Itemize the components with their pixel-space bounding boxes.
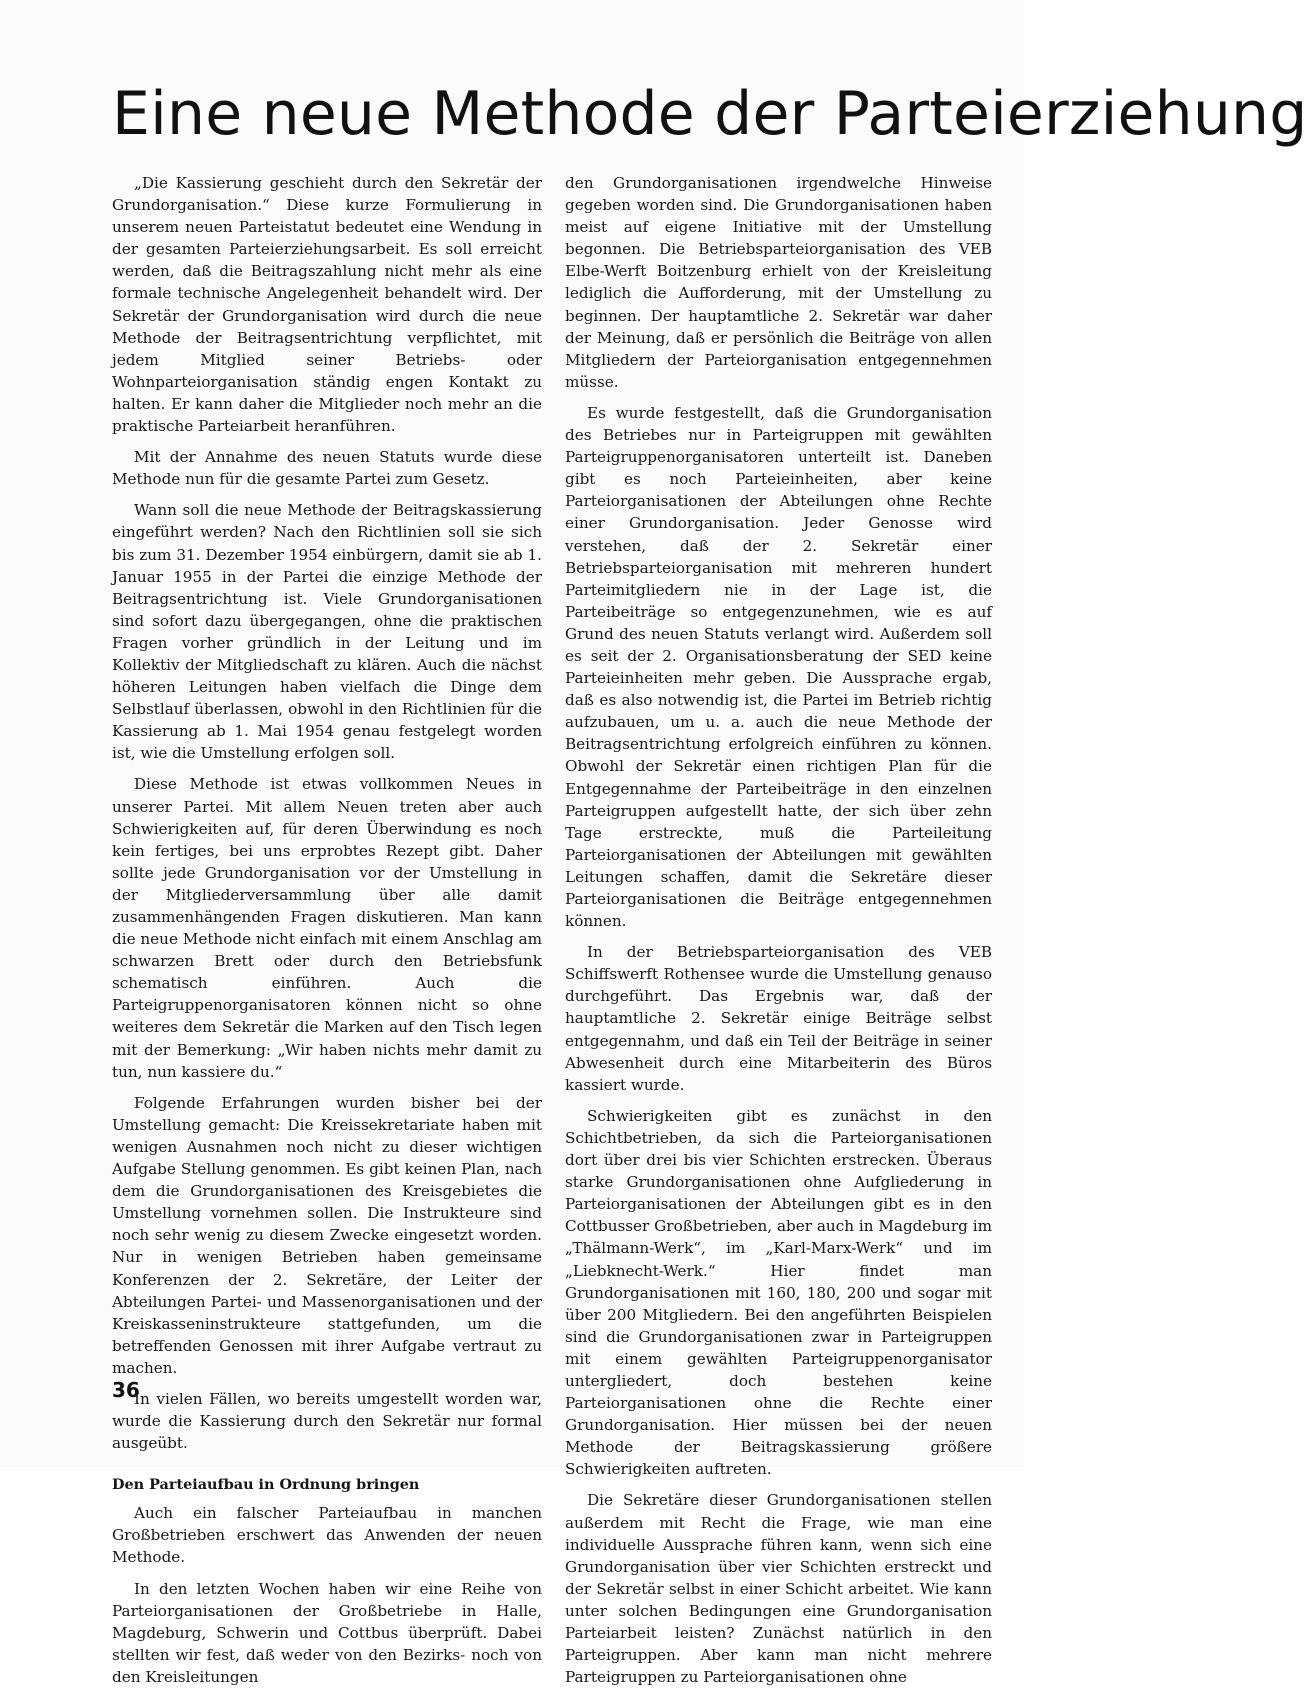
paragraph: „Die Kassierung geschieht durch den Sekretär der Grundorganisation.“ Diese kurze Formulierung in unserem neuen Parteistatut bedeutet eine Wendung in der gesamten Parteierziehungsarbeit. Es soll erreicht werden, daß die Beitragszahlung nicht mehr als eine formale technische Angelegenheit behandelt wird. Der Sekretär der Grundorganisation wird durch die neue Methode der Beitragsentrichtung verpflichtet, mit jedem Mitglied seiner Betriebs- oder Wohnparteiorganisation ständig engen Kontakt zu halten. Er kann daher die Mitglieder noch mehr an die praktische Parteiarbeit heranführen. <box>112 174 542 436</box>
paragraph: Schwierigkeiten gibt es zunächst in den Schichtbetrieben, da sich die Parteiorganisationen dort über drei bis vier Schichten erstrecken. Überaus starke Grundorganisationen ohne Aufgliederung in Parteiorganisationen der Abteilungen gibt es in den Cottbusser Großbetrieben, aber auch in Magdeburg im „Thälmann-Werk“, im „Karl-Marx-Werk“ und im „Liebknecht-Werk.“ Hier findet man Grundorganisationen mit 160, 180, 200 und sogar mit über 200 Mitgliedern. Bei den angeführten Beispielen sind die Grundorganisationen zwar in Parteigruppen mit einem gewählten Parteigruppenorganisator untergliedert, doch bestehen keine Parteiorganisationen ohne die Rechte einer Grundorganisation. Hier müssen bei der neuen Methode der Beitragskassierung größere Schwierigkeiten auftreten. <box>565 1106 992 1479</box>
paragraph: den Grundorganisationen irgendwelche Hinweise gegeben worden sind. Die Grundorganisationen haben meist auf eigene Initiative mit der Umstellung begonnen. Die Betriebsparteiorganisation des VEB Elbe-Werft Boitzenburg erhielt von der Kreisleitung lediglich die Aufforderung, mit der Umstellung zu beginnen. Der hauptamtliche 2. Sekretär war daher der Meinung, daß er persönlich die Beiträge von allen Mitgliedern der Parteiorganisation entgegennehmen müsse. <box>565 174 992 391</box>
paragraph: Folgende Erfahrungen wurden bisher bei der Umstellung gemacht: Die Kreissekretariate haben mit wenigen Ausnahmen noch nicht zu dieser wichtigen Aufgabe Stellung genommen. Es gibt keinen Plan, nach dem die Grundorganisationen des Kreisgebietes die Umstellung vornehmen sollen. Die Instrukteure sind noch sehr wenig zu diesem Zwecke eingesetzt worden. Nur in wenigen Betrieben haben gemeinsame Konferenzen der 2. Sekretäre, der Leiter der Abteilungen Partei- und Massenorganisationen und der Kreiskasseninstrukteure stattgefunden, um die betreffenden Genossen mit ihrer Aufgabe vertraut zu machen. <box>112 1093 542 1377</box>
paragraph: In vielen Fällen, wo bereits umgestellt worden war, wurde die Kassierung durch den Sekretär nur formal ausgeübt. <box>112 1389 542 1453</box>
paragraph: Es wurde festgestellt, daß die Grundorganisation des Betriebes nur in Parteigruppen mit gewählten Parteigruppenorganisatoren unterteilt ist. Daneben gibt es noch Parteieinheiten, aber keine Parteiorganisationen der Abteilungen ohne Rechte einer Grundorganisation. Jeder Genosse wird verstehen, daß der 2. Sekretär einer Betriebsparteiorganisation mit mehreren hundert Parteimitgliedern nie in der Lage ist, die Parteibeiträge so entgegenzunehmen, wie es auf Grund des neuen Statuts verlangt wird. Außerdem soll es seit der 2. Organisationsberatung der SED keine Parteieinheiten mehr geben. Die Aussprache ergab, daß es also notwendig ist, die Partei im Betrieb richtig aufzubauen, um u. a. auch die neue Methode der Beitragsentrichtung erfolgreich einführen zu können. Obwohl der Sekretär einen richtigen Plan für die Entgegennahme der Parteibeiträge in den einzelnen Parteigruppen aufgestellt hatte, der sich über zehn Tage erstreckte, muß die Parteileitung Parteiorganisationen der Abteilungen mit gewählten Leitungen schaffen, damit die Sekretäre dieser Parteiorganisationen die Beiträge entgegennehmen können. <box>565 403 992 931</box>
paragraph: Wann soll die neue Methode der Beitragskassierung eingeführt werden? Nach den Richtlinien soll sie sich bis zum 31. Dezember 1954 einbürgern, damit sie ab 1. Januar 1955 in der Partei die einzige Methode der Beitragsentrichtung ist. Viele Grundorganisationen sind sofort dazu übergegangen, ohne die praktischen Fragen vorher gründlich in der Leitung und im Kollektiv der Mitgliedschaft zu klären. Auch die nächst höheren Leitungen haben vielfach die Dinge dem Selbstlauf überlassen, obwohl in den Richtlinien für die Kassierung ab 1. Mai 1954 genau festgelegt worden ist, wie die Umstellung erfolgen soll. <box>112 501 542 763</box>
right-column <box>565 172 992 1697</box>
paragraph: In der Betriebsparteiorganisation des VEB Schiffswerft Rothensee wurde die Umstellung genauso durchgeführt. Das Ergebnis war, daß der hauptamtliche 2. Sekretär einige Beiträge selbst entgegennahm, und daß ein Teil der Beiträge in seiner Abwesenheit durch eine Mitarbeiterin des Büros kassiert wurde. <box>565 943 992 1094</box>
paragraph: In den letzten Wochen haben wir eine Reihe von Parteiorganisationen der Großbetriebe in Halle, Magdeburg, Schwerin und Cottbus überprüft. Dabei stellten wir fest, daß weder von den Bezirks- noch von den Kreisleitungen <box>112 1579 542 1686</box>
section-heading: Den Parteiaufbau in Ordnung bringen <box>112 1476 420 1494</box>
paragraph: Diese Methode ist etwas vollkommen Neues in unserer Partei. Mit allem Neuen treten aber auch Schwierigkeiten auf, für deren Überwindung es noch kein fertiges, bei uns erprobtes Rezept gibt. Daher sollte jede Grundorganisation vor der Umstellung in der Mitgliederversammlung über alle damit zusammenhängenden Fragen diskutieren. Man kann die neue Methode nicht einfach mit einem Anschlag am schwarzen Brett oder durch den Betriebsfunk schematisch einführen. Auch die Parteigruppenorganisatoren können nicht so ohne weiteres dem Sekretär die Marken auf den Tisch legen mit der Bemerkung: „Wir haben nichts mehr damit zu tun, nun kassiere du.“ <box>112 775 542 1081</box>
paragraph: Mit der Annahme des neuen Statuts wurde diese Methode nun für die gesamte Partei zum Gesetz. <box>112 448 542 489</box>
left-column <box>112 172 542 1697</box>
article-title: Eine neue Methode der Parteierziehung <box>112 79 1308 149</box>
paragraph: Auch ein falscher Parteiaufbau in manchen Großbetrieben erschwert das Anwenden der neuen Methode. <box>112 1504 542 1567</box>
paragraph: Die Sekretäre dieser Grundorganisationen stellen außerdem mit Recht die Frage, wie man eine individuelle Aussprache führen kann, wenn sich eine Grundorganisation über vier Schichten erstreckt und der Sekretär selbst in einer Schicht arbeitet. Wie kann unter solchen Bedingungen eine Grundorganisation Parteiarbeit leisten? Zunächst natürlich in den Parteigruppen. Aber kann man nicht mehrere Parteigruppen zu Parteiorganisationen ohne <box>565 1491 992 1687</box>
page-number: 36 <box>112 1378 140 1402</box>
